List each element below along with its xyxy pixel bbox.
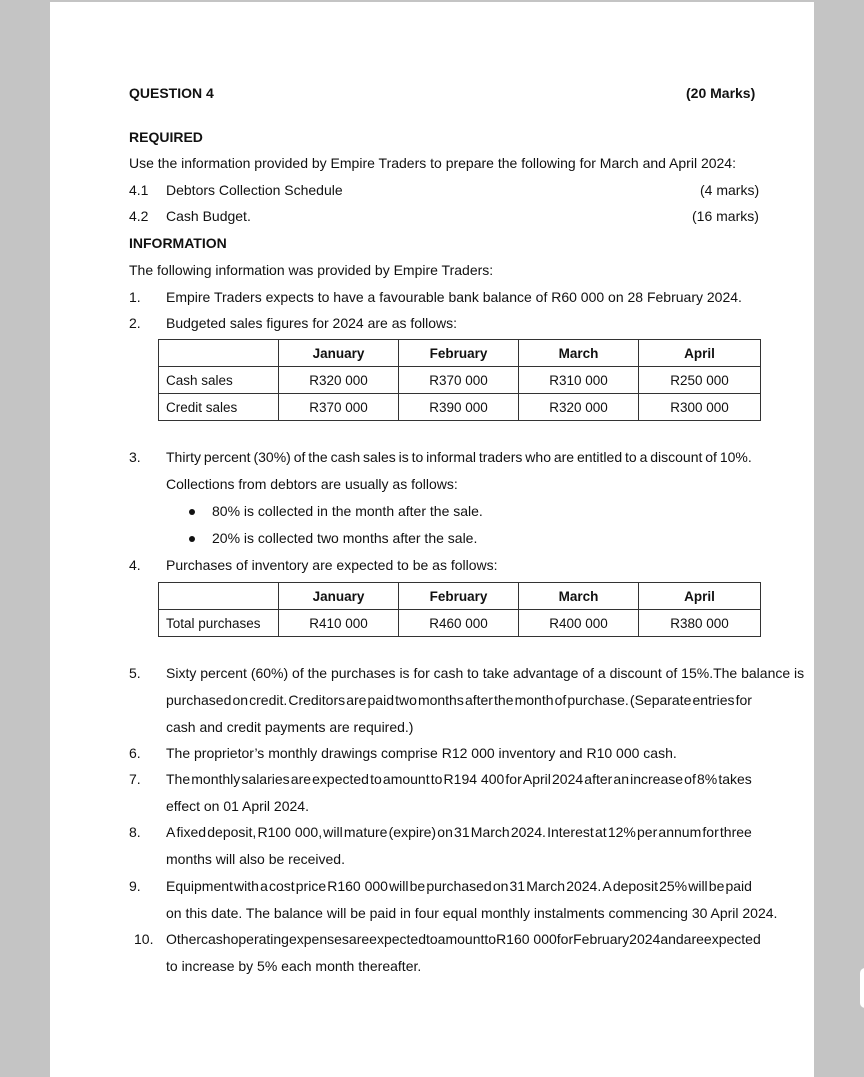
item-text-part: Sixty percent (60%) of the purchases is for cash to take advantage of a discount of 15%. — [166, 665, 714, 681]
table-cell: R310 000 — [519, 367, 639, 394]
word: (30%) — [253, 449, 291, 465]
word: of — [705, 449, 717, 465]
word: an — [613, 771, 629, 787]
purchases-table — [158, 582, 761, 637]
table-cell: R400 000 — [519, 610, 639, 637]
table-header-row — [159, 340, 761, 367]
table-header-row — [159, 583, 761, 610]
word: two — [395, 692, 417, 708]
row-label: Cash sales — [159, 367, 279, 394]
word: of — [684, 771, 696, 787]
word: are — [348, 931, 370, 947]
information-intro: The following information was provided by Empire Traders: — [129, 262, 494, 278]
word: Creditors — [288, 692, 346, 708]
word: the — [494, 692, 514, 708]
item-number: 9. — [129, 878, 141, 894]
item-text: Budgeted sales figures for 2024 are as follows: — [166, 315, 458, 331]
word: purchased — [166, 692, 232, 708]
word: will — [389, 878, 409, 894]
item-text-line — [166, 878, 752, 894]
word: is — [398, 449, 409, 465]
word: 2024. — [510, 824, 546, 840]
word: the — [308, 449, 328, 465]
word: cash — [330, 449, 361, 465]
item-text: The proprietor’s monthly drawings comprise R12 000 inventory and R10 000 cash. — [166, 745, 677, 761]
word: paid — [367, 692, 394, 708]
word: cost — [268, 878, 295, 894]
item-text-part: The balance is — [713, 665, 805, 681]
table-header-cell — [159, 340, 279, 367]
item-text: effect on 01 April 2024. — [166, 798, 309, 814]
word: operating — [230, 931, 289, 947]
word: salaries — [241, 771, 290, 787]
item-text: Empire Traders expects to have a favourable bank balance of R60 000 on 28 February 2024. — [166, 289, 742, 305]
table-header-cell: January — [279, 340, 399, 367]
table-cell: R320 000 — [519, 394, 639, 421]
word: 2024 — [629, 931, 661, 947]
item-number: 8. — [129, 824, 141, 840]
word: March — [470, 824, 510, 840]
word: April — [522, 771, 551, 787]
table-header-cell: April — [639, 340, 761, 367]
table-header-cell: February — [399, 583, 519, 610]
table-header-cell: March — [519, 583, 639, 610]
word: be — [708, 878, 725, 894]
word: (Separate — [629, 692, 692, 708]
word: amount — [437, 931, 485, 947]
word: paid — [725, 878, 752, 894]
word: 2024. — [566, 878, 602, 894]
word: fixed — [176, 824, 207, 840]
row-label: Credit sales — [159, 394, 279, 421]
row-label: Total purchases — [159, 610, 279, 637]
word: discount — [650, 449, 703, 465]
item-text-line — [166, 771, 752, 787]
table-header-cell: March — [519, 340, 639, 367]
word: expected — [369, 931, 426, 947]
word: are — [553, 449, 575, 465]
word: takes — [718, 771, 752, 787]
item-text-line — [166, 931, 761, 947]
word: on — [492, 878, 509, 894]
word: on — [232, 692, 249, 708]
bullet-dot-icon — [189, 536, 195, 542]
word: for — [556, 931, 574, 947]
word: expected — [703, 931, 761, 947]
word: deposit — [612, 878, 658, 894]
word: R160 000 — [327, 878, 388, 894]
word: percent — [203, 449, 251, 465]
task-text: Cash Budget. — [166, 208, 251, 224]
word: of — [554, 692, 567, 708]
word: monthly — [191, 771, 241, 787]
word: R194 400 — [443, 771, 505, 787]
item-text-line — [166, 449, 752, 465]
word: The — [166, 771, 191, 787]
word: at — [594, 824, 607, 840]
word: increase — [630, 771, 684, 787]
word: months — [417, 692, 464, 708]
task-marks: (4 marks) — [700, 182, 760, 198]
word: after — [464, 692, 493, 708]
table-header-cell: February — [399, 340, 519, 367]
word: are — [683, 931, 704, 947]
word: purchased — [426, 878, 492, 894]
table-row — [159, 610, 761, 637]
task-number: 4.1 — [129, 182, 149, 198]
word: 2024 — [552, 771, 584, 787]
table-cell: R320 000 — [279, 367, 399, 394]
word: sales — [363, 449, 396, 465]
word: price — [295, 878, 327, 894]
question-title: QUESTION 4 — [129, 85, 214, 101]
item-text: Purchases of inventory are expected to be as follows: — [166, 557, 498, 573]
required-heading: REQUIRED — [129, 129, 203, 145]
bullet-text: 80% is collected in the month after the sale. — [212, 503, 483, 519]
word: to — [625, 449, 637, 465]
bullet-text: 20% is collected two months after the sale. — [212, 530, 478, 546]
word: a — [639, 449, 648, 465]
item-text: to increase by 5% each month thereafter. — [166, 958, 422, 974]
word: Thirty — [166, 449, 201, 465]
table-row — [159, 394, 761, 421]
word: who — [525, 449, 551, 465]
word: after — [584, 771, 613, 787]
item-number: 6. — [129, 745, 141, 761]
required-intro: Use the information provided by Empire Traders to prepare the following for March and April 2024: — [129, 155, 736, 171]
word: deposit, — [207, 824, 257, 840]
word: Equipment — [166, 878, 233, 894]
item-number: 2. — [129, 315, 141, 331]
word: of — [293, 449, 306, 465]
word: amount — [382, 771, 430, 787]
table-cell: R460 000 — [399, 610, 519, 637]
task-marks: (16 marks) — [692, 208, 759, 224]
item-text: cash and credit payments are required.) — [166, 719, 414, 735]
word: 12% — [607, 824, 636, 840]
word: 10%. — [719, 449, 752, 465]
word: per — [637, 824, 658, 840]
item-number: 5. — [129, 665, 141, 681]
word: Other — [166, 931, 202, 947]
item-number: 7. — [129, 771, 141, 787]
item-text-line — [166, 665, 805, 681]
item-text: months will also be received. — [166, 851, 345, 867]
table-cell: R300 000 — [639, 394, 761, 421]
word: to — [370, 771, 382, 787]
word: a — [260, 878, 268, 894]
item-number: 10. — [134, 931, 154, 947]
word: for — [735, 692, 752, 708]
word: Interest — [547, 824, 594, 840]
word: with — [234, 878, 259, 894]
table-cell: R390 000 — [399, 394, 519, 421]
question-marks: (20 Marks) — [686, 85, 756, 101]
word: are — [346, 692, 367, 708]
table-header-cell: April — [639, 583, 761, 610]
word: to — [484, 931, 497, 947]
word: be — [409, 878, 426, 894]
word: three — [719, 824, 752, 840]
item-text-line — [166, 824, 752, 840]
word: to — [411, 449, 424, 465]
word: expected — [312, 771, 369, 787]
word: expenses — [288, 931, 349, 947]
word: (expire) — [388, 824, 437, 840]
word: informal — [426, 449, 476, 465]
word: will — [323, 824, 343, 840]
word: entitled — [576, 449, 623, 465]
sales-table — [158, 339, 761, 421]
word: to — [430, 771, 443, 787]
word: February — [573, 931, 630, 947]
table-row — [159, 367, 761, 394]
item-text-line — [166, 692, 752, 708]
table-header-cell — [159, 583, 279, 610]
table-cell: R380 000 — [639, 610, 761, 637]
word: cash — [201, 931, 231, 947]
word: annum — [658, 824, 702, 840]
word: for — [505, 771, 522, 787]
table-cell: R250 000 — [639, 367, 761, 394]
word: entries — [692, 692, 735, 708]
word: 8% — [696, 771, 718, 787]
word: month — [514, 692, 554, 708]
word: R100 000, — [257, 824, 323, 840]
item-text: on this date. The balance will be paid in four equal monthly instalments commencing 30 April 2024. — [166, 905, 778, 921]
word: for — [702, 824, 719, 840]
document-page — [50, 2, 814, 1077]
word: 25% — [659, 878, 688, 894]
window-edge-handle — [860, 968, 864, 1008]
word: purchase. — [567, 692, 629, 708]
word: mature — [343, 824, 388, 840]
word: March — [526, 878, 566, 894]
word: R160 000 — [496, 931, 557, 947]
item-number: 4. — [129, 557, 141, 573]
word: A — [166, 824, 176, 840]
item-number: 1. — [129, 289, 141, 305]
word: on — [437, 824, 453, 840]
word: to — [425, 931, 438, 947]
word: traders — [478, 449, 523, 465]
bullet-dot-icon — [189, 509, 195, 515]
word: A — [602, 878, 612, 894]
table-cell: R410 000 — [279, 610, 399, 637]
word: are — [290, 771, 312, 787]
word: 31 — [509, 878, 526, 894]
table-header-cell: January — [279, 583, 399, 610]
word: credit. — [249, 692, 288, 708]
item-text: Collections from debtors are usually as follows: — [166, 476, 458, 492]
table-cell: R370 000 — [399, 367, 519, 394]
table-cell: R370 000 — [279, 394, 399, 421]
task-number: 4.2 — [129, 208, 149, 224]
word: will — [688, 878, 708, 894]
word: and — [660, 931, 684, 947]
item-number: 3. — [129, 449, 141, 465]
task-text: Debtors Collection Schedule — [166, 182, 343, 198]
word: 31 — [454, 824, 470, 840]
information-heading: INFORMATION — [129, 235, 227, 251]
